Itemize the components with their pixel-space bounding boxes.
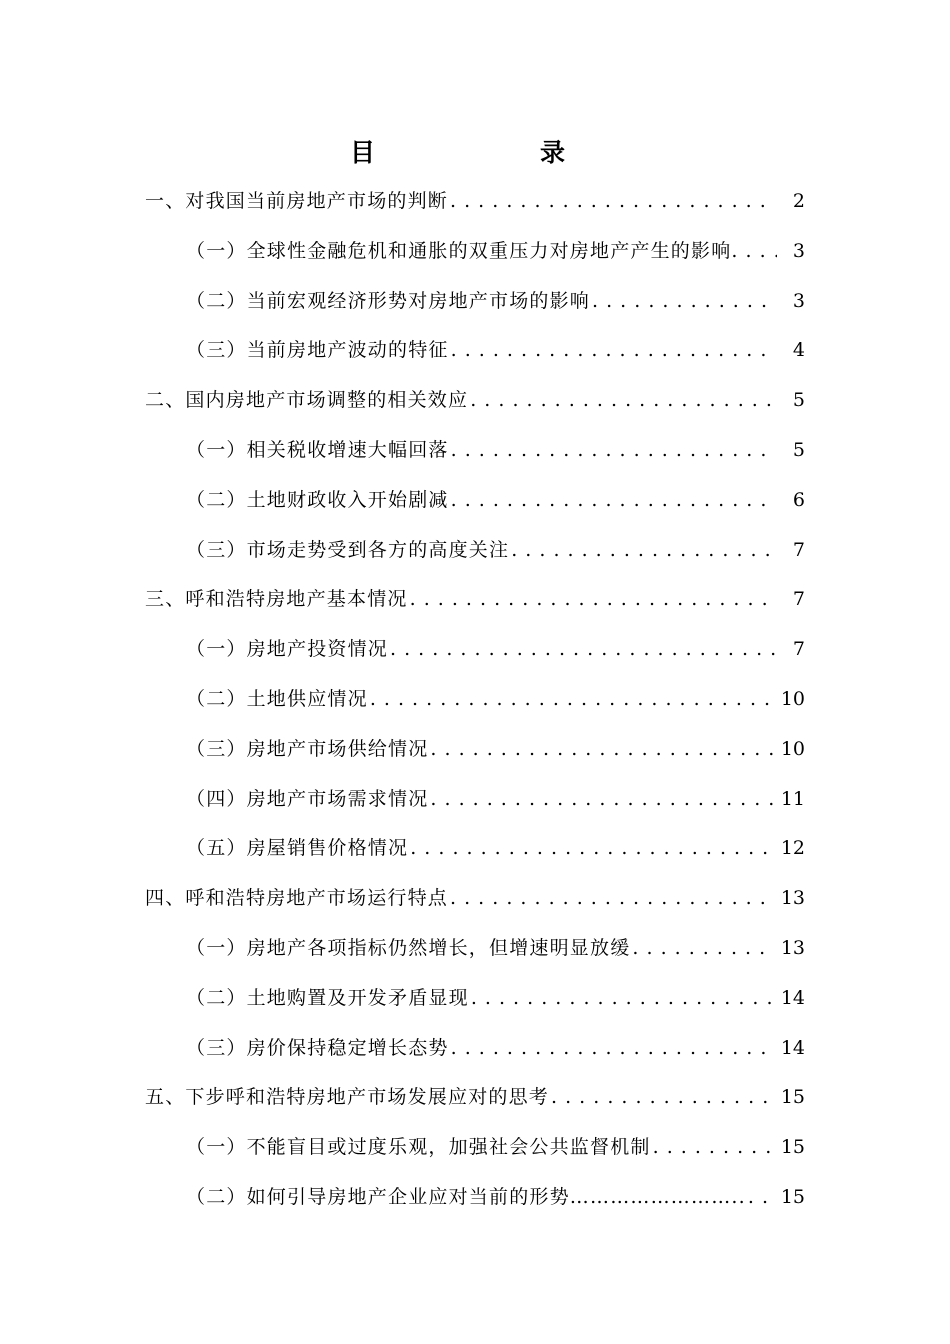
toc-dot-leader — [748, 1177, 775, 1217]
toc-subsection-entry[interactable] — [0, 1127, 950, 1177]
toc-page-number: 5 — [792, 389, 805, 412]
toc-entry-label: （三）当前房地产波动的特征 — [186, 339, 449, 362]
toc-subsection-entry[interactable] — [0, 1028, 950, 1078]
toc-dot-leader — [471, 978, 775, 1018]
toc-page-number: 13 — [780, 936, 805, 959]
toc-dot-leader — [551, 1077, 775, 1117]
toc-entry-label: （五）房屋销售价格情况 — [186, 837, 409, 860]
toc-dot-leader — [451, 330, 775, 370]
toc-dot-leader — [451, 480, 775, 520]
toc-dot-leader — [450, 181, 775, 221]
toc-subsection-entry[interactable] — [0, 928, 950, 978]
toc-page-number: 15 — [780, 1086, 805, 1109]
toc-page-number: 7 — [792, 538, 805, 561]
toc-page-number: 3 — [792, 289, 805, 312]
toc-page-number: 15 — [780, 1185, 805, 1208]
toc-subsection-entry[interactable] — [0, 281, 950, 331]
toc-subsection-entry[interactable] — [0, 430, 950, 480]
toc-subsection-entry[interactable] — [0, 828, 950, 878]
toc-subsection-entry[interactable] — [0, 480, 950, 530]
toc-subsection-entry[interactable] — [0, 679, 950, 729]
toc-dot-leader — [632, 928, 775, 968]
toc-entry-label: 三、呼和浩特房地产基本情况 — [145, 588, 408, 611]
toc-page-number: 12 — [780, 837, 805, 860]
toc-dot-leader — [410, 828, 775, 868]
toc-entry-label: （三）市场走势受到各方的高度关注 — [186, 538, 510, 561]
toc-entry-label: 五、下步呼和浩特房地产市场发展应对的思考 — [145, 1086, 550, 1109]
toc-subsection-entry[interactable] — [0, 629, 950, 679]
toc-entry-label: （三）房地产市场供给情况 — [186, 737, 429, 760]
toc-page-number: 6 — [792, 488, 805, 511]
toc-dot-leader — [410, 579, 775, 619]
toc-page-number: 13 — [780, 887, 805, 910]
toc-entry-label: 二、国内房地产市场调整的相关效应 — [145, 389, 469, 412]
toc-entry-label: 一、对我国当前房地产市场的判断 — [145, 190, 449, 212]
toc-dot-leader — [390, 629, 775, 669]
toc-subsection-entry[interactable] — [0, 729, 950, 779]
toc-section-entry[interactable] — [0, 181, 950, 231]
toc-section-entry[interactable] — [0, 579, 950, 629]
toc-entry-label: （一）房地产投资情况 — [186, 638, 389, 661]
toc-section-entry[interactable] — [0, 878, 950, 928]
toc-entry-label: （二）土地购置及开发矛盾显现 — [186, 986, 469, 1009]
toc-page-number: 5 — [792, 438, 805, 461]
toc-subsection-entry[interactable] — [0, 978, 950, 1028]
toc-entry-label: （四）房地产市场需求情况 — [186, 787, 429, 810]
toc-entry-label: （二）如何引导房地产企业应对当前的形势…………………….. — [186, 1185, 746, 1208]
toc-page-number: 3 — [792, 239, 805, 262]
toc-page-number: 11 — [780, 787, 805, 810]
table-of-contents — [0, 181, 950, 1227]
toc-entry-label: （一）不能盲目或过度乐观，加强社会公共监督机制 — [186, 1136, 651, 1159]
toc-entry-label: （三）房价保持稳定增长态势 — [186, 1036, 449, 1059]
toc-dot-leader — [430, 779, 775, 819]
toc-title — [0, 133, 950, 173]
toc-subsection-entry[interactable] — [0, 1177, 950, 1227]
toc-section-entry[interactable] — [0, 380, 950, 430]
toc-dot-leader — [451, 1028, 775, 1068]
toc-page-number: 15 — [780, 1136, 805, 1159]
toc-dot-leader — [592, 281, 775, 321]
toc-dot-leader — [511, 530, 775, 570]
toc-dot-leader — [450, 878, 775, 918]
toc-entry-label: （二）土地供应情况 — [186, 687, 368, 710]
toc-page-number: 4 — [792, 339, 805, 362]
toc-subsection-entry[interactable] — [0, 779, 950, 829]
toc-dot-leader — [451, 430, 775, 470]
toc-page-number: 14 — [780, 986, 805, 1009]
toc-section-entry[interactable] — [0, 1077, 950, 1127]
toc-dot-leader — [731, 231, 777, 271]
toc-title-char-1: 目 — [350, 138, 376, 167]
toc-entry-label: （一）相关税收增速大幅回落 — [186, 438, 449, 461]
toc-page-number: 10 — [780, 687, 805, 710]
toc-page-number: 14 — [780, 1036, 805, 1059]
toc-subsection-entry[interactable] — [0, 231, 950, 281]
toc-entry-label: 四、呼和浩特房地产市场运行特点 — [145, 887, 449, 910]
toc-entry-label: （一）全球性金融危机和通胀的双重压力对房地产产生的影响 — [186, 239, 732, 262]
toc-subsection-entry[interactable] — [0, 330, 950, 380]
toc-entry-label: （二）土地财政收入开始剧减 — [186, 488, 449, 511]
toc-dot-leader — [653, 1127, 775, 1167]
toc-page-number: 10 — [780, 737, 805, 760]
toc-page-number: 7 — [792, 638, 805, 661]
toc-page-number: 7 — [792, 588, 805, 611]
toc-dot-leader — [470, 380, 775, 420]
toc-dot-leader — [370, 679, 775, 719]
toc-subsection-entry[interactable] — [0, 530, 950, 580]
toc-title-char-2: 录 — [540, 138, 566, 167]
toc-entry-label: （一）房地产各项指标仍然增长，但增速明显放缓 — [186, 936, 631, 959]
toc-entry-label: （二）当前宏观经济形势对房地产市场的影响 — [186, 289, 591, 312]
toc-dot-leader — [430, 729, 775, 769]
toc-page-number: 2 — [792, 190, 805, 212]
